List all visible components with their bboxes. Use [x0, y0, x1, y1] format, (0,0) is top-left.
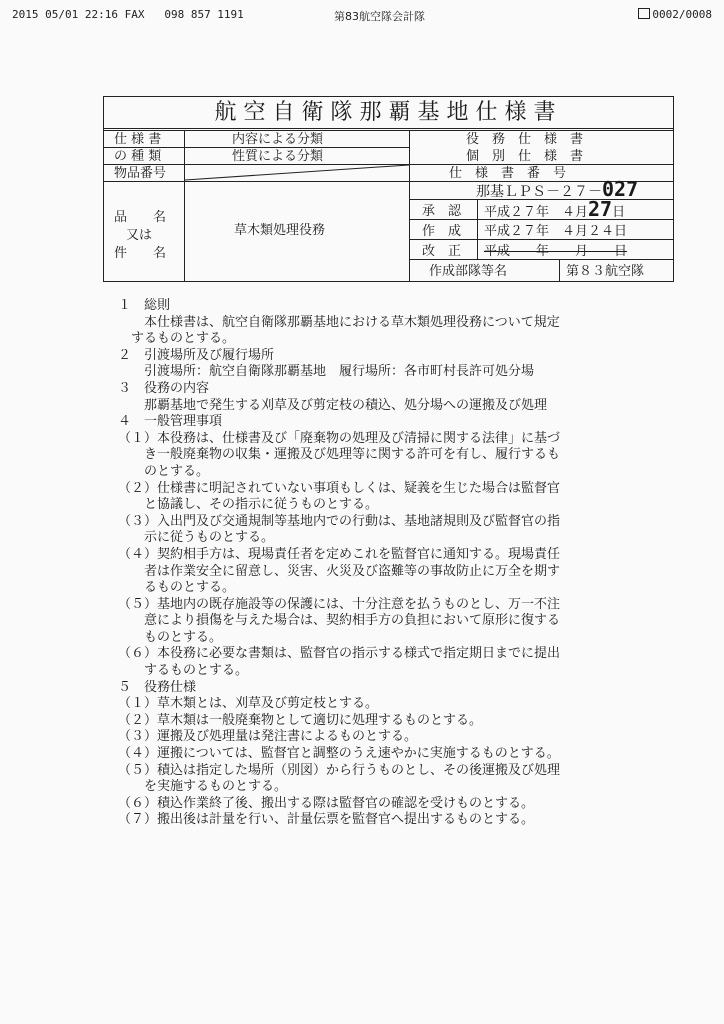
body-line: 者は作業安全に留意し、災害、火災及び盗難等の事故防止に万全を期す: [118, 563, 561, 579]
spec-table: [103, 96, 674, 282]
fax-page: 0002/0008: [638, 8, 712, 21]
body-line: き一般廃棄物の収集・運搬及び処理等に関する許可を有し、履行するも: [118, 447, 561, 463]
spec-number: 那基ＬＰＳ－２７－027: [476, 177, 639, 201]
fax-page-icon: [638, 8, 650, 19]
body-line: （２）草木類は一般廃棄物として適切に処理するものとする。: [118, 712, 483, 728]
unit-label: 作成部隊等名: [429, 264, 508, 279]
diagonal-strike: [185, 164, 409, 181]
spec-type-label-2: の 種 類: [114, 149, 162, 164]
fax-datetime: 2015 05/01 22:16 FAX 098 857 1191: [12, 8, 244, 21]
revised-label: 改 正: [422, 244, 462, 259]
body-line: （６）積込作業終了後、搬出する際は監督官の確認を受けものとする。: [118, 795, 535, 811]
name-label-1: 品 名: [114, 210, 167, 225]
class-content: 内容による分類: [232, 132, 324, 147]
body-line: するものとする。: [118, 663, 249, 679]
body-line: （２）仕様書に明記されていない事項もしくは、疑義を生じた場合は監督官: [118, 480, 561, 496]
body-line: （１）本役務は、仕様書及び「廃棄物の処理及び清掃に関する法律」に基づ: [118, 430, 561, 446]
approved-label: 承 認: [422, 204, 462, 219]
body-line: 意により損傷を与えた場合は、契約相手方の負担において原形に復する: [118, 613, 561, 629]
body-line: １ 総則: [118, 298, 171, 313]
name-label-2: 又は: [126, 228, 153, 243]
body-line: 示に従うものとする。: [118, 530, 275, 546]
body-line: ４ 一般管理事項: [118, 414, 223, 430]
body-line: ２ 引渡場所及び履行場所: [118, 347, 275, 363]
body-line: （３）入出門及び交通規制等基地内での行動は、基地諸規則及び監督官の指: [118, 513, 561, 529]
body-line: （１）草木類とは、刈草及び剪定枝とする。: [118, 696, 379, 712]
body-line: するものとする。: [118, 331, 236, 347]
spec-number-label: 仕 様 書 番 号: [449, 166, 567, 181]
body-line: のとする。: [118, 463, 210, 479]
body-line: （４）運搬については、監督官と調整のうえ速やかに実施するものとする。: [118, 746, 560, 762]
body-line: （６）本役務に必要な書類は、監督官の指示する様式で指定期日までに提出: [118, 646, 561, 662]
unit-name: 第８３航空隊: [566, 264, 645, 279]
body-line: ３ 役務の内容: [118, 380, 210, 396]
body-line: （５）基地内の既存施設等の保護には、十分注意を払うものとし、万一不注: [118, 596, 561, 612]
body-line: を実施するものとする。: [118, 779, 288, 795]
item-name: 草木類処理役務: [234, 223, 326, 238]
table-title: 航空自衛隊那覇基地仕様書: [214, 100, 563, 125]
body-line: 引渡場所：航空自衛隊那覇基地 履行場所：各市町村長許可処分場: [118, 364, 535, 380]
body-line: （７）搬出後は計量を行い、計量伝票を監督官へ提出するものとする。: [118, 812, 535, 828]
class-nature: 性質による分類: [232, 149, 324, 164]
name-label-3: 件 名: [114, 246, 167, 261]
individual-spec: 個 別 仕 様 書: [466, 149, 584, 164]
created-label: 作 成: [422, 224, 462, 239]
fax-header: [12, 8, 712, 26]
body-line: ５ 役務仕様: [118, 679, 197, 695]
body-line: ものとする。: [118, 629, 223, 645]
spec-body: [118, 298, 678, 829]
body-line: 那覇基地で発生する刈草及び剪定枝の積込、処分場への運搬及び処理: [118, 397, 548, 413]
spec-type-label-1: 仕 様 書: [114, 132, 162, 147]
body-line: るものとする。: [118, 580, 236, 596]
body-line: （５）積込は指定した場所（別図）から行うものとし、その後運搬及び処理: [118, 762, 561, 778]
body-line: と協議し、その指示に従うものとする。: [118, 497, 379, 513]
created-date: 平成２７年 ４月２４日: [484, 224, 628, 239]
fax-sender: 第83航空隊会計隊: [334, 10, 425, 23]
item-number-label: 物品番号: [114, 166, 167, 181]
approved-date: 平成２７年 ４月27日: [484, 197, 626, 221]
fax-number: 098 857 1191: [164, 8, 244, 21]
approved-day: 27: [588, 197, 613, 221]
body-line: （３）運搬及び処理量は発注書によるものとする。: [118, 729, 418, 745]
body-line: （４）契約相手方は、現場責任者を定めこれを監督官に通知する。現場責任: [118, 546, 561, 562]
revised-date: 平成 年 月 日: [484, 244, 628, 259]
spec-number-suffix: 027: [602, 177, 639, 201]
service-spec: 役 務 仕 様 書: [466, 132, 584, 147]
body-line: 本仕様書は、航空自衛隊那覇基地における草木類処理役務について規定: [118, 314, 560, 330]
